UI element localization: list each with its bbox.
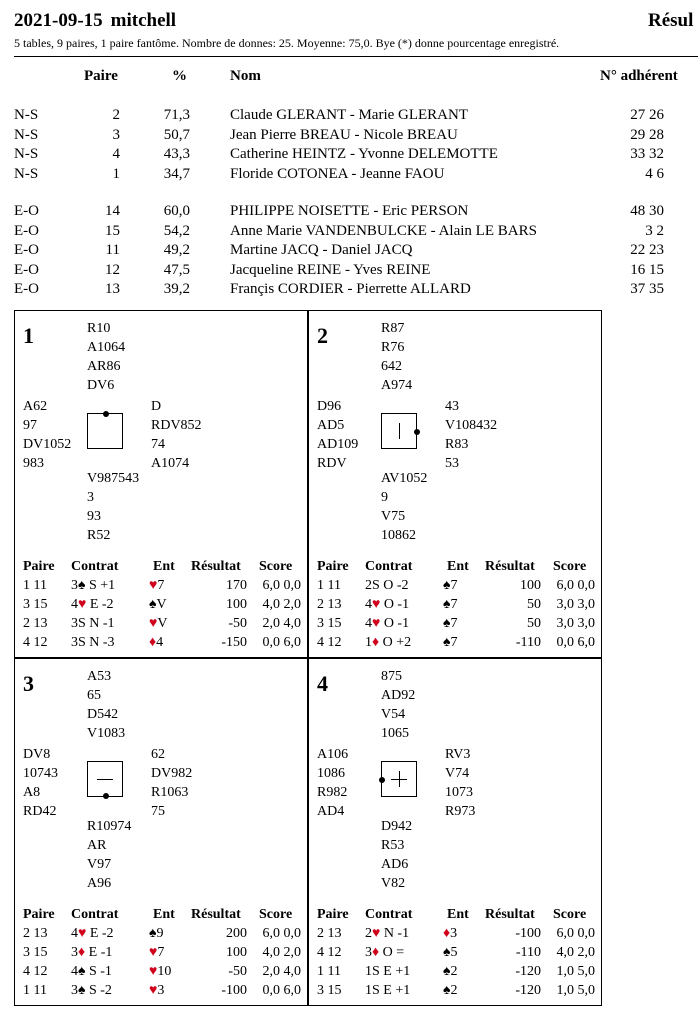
col-score: Score [553, 559, 587, 574]
pair-number: 14 [105, 203, 120, 219]
member-numbers: 33 32 [630, 146, 664, 162]
result-row [15, 595, 309, 614]
member-numbers: 22 23 [630, 242, 664, 258]
percentage: 47,5 [163, 261, 190, 278]
suit-holding: 1065 [381, 726, 409, 741]
dealer-vulnerability-icon [87, 761, 123, 797]
suit-holding: RDV [317, 456, 347, 471]
member-numbers: 4 6 [645, 165, 664, 182]
east-hand [445, 745, 475, 821]
player-names: PHILIPPE NOISETTE - Eric PERSON [230, 203, 469, 219]
player-names: Jacqueline REINE - Yves REINE [230, 261, 431, 278]
results-header [15, 557, 309, 576]
result-pairs: 4 12 [317, 635, 342, 650]
result-contract: 3♠ S -2 [71, 983, 112, 998]
direction: E-O [14, 203, 39, 219]
suit-holding: R83 [445, 437, 469, 452]
ranking-row [0, 241, 684, 260]
board-results [309, 905, 603, 1000]
result-value: -110 [515, 945, 541, 960]
result-score: 6,0 0,0 [262, 926, 301, 941]
suit-holding: R52 [87, 528, 111, 543]
direction: N-S [14, 146, 39, 162]
member-numbers: 3 2 [645, 222, 664, 239]
percentage: 49,2 [163, 242, 190, 258]
suit-holding: D942 [381, 819, 413, 834]
result-score: 3,0 3,0 [556, 597, 595, 612]
result-lead: ♠V [149, 597, 167, 612]
suit-holding: A106 [317, 747, 349, 762]
suit-holding: 97 [23, 418, 37, 433]
board-results [15, 905, 309, 1000]
east-hand [445, 397, 497, 473]
suit-holding: DV8 [23, 747, 51, 762]
suit-holding: AD4 [317, 804, 345, 819]
result-lead: ♦4 [149, 635, 164, 650]
suit-holding: AV1052 [381, 471, 428, 486]
result-score: 0,0 6,0 [262, 983, 301, 998]
result-lead: ♥10 [149, 964, 172, 979]
dealer-dot [379, 777, 385, 783]
suit-holding: 53 [445, 456, 459, 471]
player-names: Catherine HEINTZ - Yvonne DELEMOTTE [230, 146, 498, 162]
suit-holding: A53 [87, 669, 112, 684]
col-pair: Paire [23, 559, 55, 574]
suit-holding: 93 [87, 509, 101, 524]
col-lead: Ent [153, 559, 175, 574]
north-hand [87, 319, 125, 395]
suit-holding: AD6 [381, 857, 409, 872]
suit-holding: R10974 [87, 819, 132, 834]
results-header [15, 905, 309, 924]
direction: E-O [14, 281, 39, 297]
result-contract: 1S E +1 [365, 983, 411, 998]
south-hand [87, 817, 131, 893]
result-row [309, 595, 603, 614]
member-numbers: 48 30 [630, 203, 664, 219]
west-hand [317, 745, 348, 821]
result-value: -120 [515, 964, 541, 979]
east-hand [151, 745, 192, 821]
pair-number: 12 [105, 261, 120, 278]
result-value: -50 [228, 616, 247, 631]
result-value: -110 [515, 635, 541, 650]
direction: E-O [14, 222, 39, 239]
suit-holding: DV982 [151, 766, 193, 781]
result-pairs: 4 12 [317, 945, 342, 960]
percentage: 39,2 [163, 281, 190, 297]
result-contract: 4♥ E -2 [71, 926, 114, 941]
result-pairs: 3 15 [23, 597, 48, 612]
result-score: 4,0 2,0 [262, 597, 301, 612]
east-hand [151, 397, 202, 473]
suit-holding: AD109 [317, 437, 359, 452]
result-value: -100 [515, 926, 541, 941]
board-number: 2 [317, 323, 328, 348]
suit-holding: V75 [381, 509, 406, 524]
suit-holding: V97 [87, 857, 112, 872]
board-number: 3 [23, 671, 34, 696]
suit-holding: V54 [381, 707, 406, 722]
result-contract: 2♥ N -1 [365, 926, 410, 941]
result-contract: 4♥ O -1 [365, 597, 410, 612]
result-contract: 4♥ E -2 [71, 597, 114, 612]
board-results [309, 557, 603, 652]
suit-holding: 75 [151, 804, 165, 819]
suit-holding: AD92 [381, 688, 416, 703]
result-lead: ♥3 [149, 983, 165, 998]
suit-holding: 10862 [381, 528, 416, 543]
col-contract: Contrat [71, 559, 119, 574]
result-score: 3,0 3,0 [556, 616, 595, 631]
suit-holding: R87 [381, 321, 405, 336]
ranking-row [0, 202, 684, 221]
result-value: 100 [226, 597, 247, 612]
suit-holding: 10743 [23, 766, 58, 781]
result-pairs: 2 13 [23, 926, 48, 941]
dealer-dot [414, 429, 420, 435]
west-hand [317, 397, 358, 473]
col-pair: Paire [23, 907, 55, 922]
vulnerability-ew-mark [391, 779, 407, 780]
result-pairs: 2 13 [317, 926, 342, 941]
percentage: 34,7 [163, 165, 190, 182]
result-pairs: 4 12 [23, 635, 48, 650]
direction: N-S [14, 165, 39, 182]
result-score: 4,0 2,0 [556, 945, 595, 960]
col-result: Résultat [191, 907, 241, 922]
suit-holding: A1064 [87, 340, 126, 355]
suit-holding: V74 [445, 766, 470, 781]
result-score: 6,0 0,0 [262, 578, 301, 593]
result-value: -120 [515, 983, 541, 998]
suit-holding: AR86 [87, 359, 121, 374]
pair-number: 15 [105, 222, 120, 239]
result-contract: 1♦ O +2 [365, 635, 412, 650]
result-score: 4,0 2,0 [262, 945, 301, 960]
result-row [15, 962, 309, 981]
player-names: Floride COTONEA - Jeanne FAOU [230, 165, 445, 182]
result-pairs: 1 11 [317, 578, 341, 593]
suit-holding: AR [87, 838, 107, 853]
suit-holding: R973 [445, 804, 476, 819]
event-summary: 5 tables, 9 paires, 1 paire fantôme. Nombre de donnes: 25. Moyenne: 75,0. Bye (*) donne pourcentage enregistré. [14, 36, 560, 50]
board-number: 1 [23, 323, 34, 348]
suit-holding: D [151, 399, 162, 414]
result-contract: 3♦ E -1 [71, 945, 113, 960]
board-2 [308, 310, 602, 658]
col-header-member: N° adhérent [600, 68, 678, 84]
member-numbers: 27 26 [630, 107, 664, 123]
result-contract: 4♠ S -1 [71, 964, 112, 979]
result-lead: ♥7 [149, 945, 165, 960]
result-row [15, 633, 309, 652]
col-lead: Ent [153, 907, 175, 922]
result-value: -150 [221, 635, 247, 650]
suit-holding: 875 [381, 669, 402, 684]
result-lead: ♠5 [443, 945, 458, 960]
event-type: mitchell [110, 10, 177, 31]
result-score: 0,0 6,0 [556, 635, 595, 650]
suit-holding: 3 [87, 490, 94, 505]
dealer-vulnerability-icon [381, 761, 417, 797]
result-row [15, 943, 309, 962]
dealer-vulnerability-icon [381, 413, 417, 449]
result-pairs: 2 13 [317, 597, 342, 612]
col-pair: Paire [317, 907, 349, 922]
percentage: 54,2 [163, 222, 190, 239]
result-lead: ♥7 [149, 578, 165, 593]
board-number: 4 [317, 671, 328, 696]
result-pairs: 1 11 [317, 964, 341, 979]
result-score: 1,0 5,0 [556, 964, 595, 979]
result-value: 100 [226, 945, 247, 960]
player-names: Jean Pierre BREAU - Nicole BREAU [230, 126, 458, 143]
result-row [15, 614, 309, 633]
col-header-pair: Paire [84, 68, 118, 84]
col-score: Score [259, 907, 293, 922]
result-contract: 3S N -1 [71, 616, 115, 631]
result-row [309, 943, 603, 962]
result-row [309, 962, 603, 981]
suit-holding: A62 [23, 399, 48, 414]
suit-holding: D96 [317, 399, 342, 414]
suit-holding: DV1052 [23, 437, 72, 452]
suit-holding: R982 [317, 785, 348, 800]
board-results [15, 557, 309, 652]
board-3 [14, 658, 308, 1006]
percentage: 60,0 [163, 203, 190, 219]
direction: N-S [14, 107, 39, 123]
col-contract: Contrat [365, 559, 413, 574]
result-row [15, 981, 309, 1000]
suit-holding: R53 [381, 838, 405, 853]
suit-holding: A96 [87, 876, 112, 891]
col-lead: Ent [447, 559, 469, 574]
suit-holding: A1074 [151, 456, 190, 471]
player-names: Françis CORDIER - Pierrette ALLARD [230, 281, 471, 297]
vulnerability-ns-mark [399, 423, 400, 439]
ranking-row [0, 126, 684, 145]
pair-number: 13 [105, 281, 120, 297]
result-lead: ♠7 [443, 616, 458, 631]
result-lead: ♥V [149, 616, 168, 631]
ranking-row [0, 145, 684, 164]
south-hand [381, 817, 412, 893]
player-names: Anne Marie VANDENBULCKE - Alain LE BARS [230, 222, 537, 239]
ranking-row [0, 106, 684, 125]
ranking-row [0, 222, 684, 241]
result-row [309, 924, 603, 943]
suit-holding: 62 [151, 747, 165, 762]
suit-holding: D542 [87, 707, 119, 722]
col-header-pct: % [172, 68, 187, 84]
result-score: 1,0 5,0 [556, 983, 595, 998]
result-lead: ♠9 [149, 926, 164, 941]
suit-holding: A8 [23, 785, 41, 800]
direction: E-O [14, 242, 39, 258]
result-row [309, 981, 603, 1000]
player-names: Martine JACQ - Daniel JACQ [230, 242, 413, 258]
suit-holding: 983 [23, 456, 44, 471]
suit-holding: A974 [381, 378, 413, 393]
result-lead: ♦3 [443, 926, 458, 941]
result-contract: 4♥ O -1 [365, 616, 410, 631]
suit-holding: V82 [381, 876, 406, 891]
dealer-dot [103, 411, 109, 417]
result-score: 2,0 4,0 [262, 964, 301, 979]
col-result: Résultat [191, 559, 241, 574]
result-value: 50 [527, 597, 541, 612]
result-score: 6,0 0,0 [556, 926, 595, 941]
result-row [309, 633, 603, 652]
results-header [309, 905, 603, 924]
result-score: 6,0 0,0 [556, 578, 595, 593]
board-4 [308, 658, 602, 1006]
result-pairs: 2 13 [23, 616, 48, 631]
suit-holding: R1063 [151, 785, 189, 800]
suit-holding: RDV852 [151, 418, 202, 433]
result-contract: 3♠ S +1 [71, 578, 116, 593]
north-hand [381, 667, 415, 743]
result-value: 100 [520, 578, 541, 593]
suit-holding: 74 [151, 437, 165, 452]
result-contract: 2S O -2 [365, 578, 409, 593]
result-value: 200 [226, 926, 247, 941]
suit-holding: RV3 [445, 747, 471, 762]
dealer-dot [103, 793, 109, 799]
col-contract: Contrat [365, 907, 413, 922]
event-date: 2021-09-15 [14, 10, 103, 31]
west-hand [23, 397, 71, 473]
north-hand [87, 667, 125, 743]
page-title [14, 10, 176, 32]
col-pair: Paire [317, 559, 349, 574]
result-lead: ♠7 [443, 635, 458, 650]
result-lead: ♠2 [443, 983, 458, 998]
suit-holding: 1073 [445, 785, 473, 800]
result-row [15, 924, 309, 943]
direction: E-O [14, 261, 39, 278]
suit-holding: AD5 [317, 418, 345, 433]
member-numbers: 29 28 [630, 126, 664, 143]
suit-holding: R76 [381, 340, 405, 355]
south-hand [381, 469, 427, 545]
dealer-vulnerability-icon [87, 413, 123, 449]
result-score: 2,0 4,0 [262, 616, 301, 631]
suit-holding: V987543 [87, 471, 140, 486]
suit-holding: R10 [87, 321, 111, 336]
result-row [309, 576, 603, 595]
result-pairs: 3 15 [317, 616, 342, 631]
col-score: Score [553, 907, 587, 922]
result-pairs: 1 11 [23, 983, 47, 998]
header-divider [14, 56, 698, 57]
vulnerability-ew-mark [97, 779, 113, 780]
col-header-name: Nom [230, 68, 261, 84]
result-lead: ♠2 [443, 964, 458, 979]
direction: N-S [14, 126, 39, 143]
ranking-row [0, 280, 684, 299]
suit-holding: 65 [87, 688, 101, 703]
suit-holding: DV6 [87, 378, 115, 393]
result-value: -100 [221, 983, 247, 998]
result-value: 170 [226, 578, 247, 593]
pair-number: 4 [112, 146, 120, 162]
results-header [309, 557, 603, 576]
result-lead: ♠7 [443, 578, 458, 593]
result-value: 50 [527, 616, 541, 631]
result-row [15, 576, 309, 595]
col-contract: Contrat [71, 907, 119, 922]
col-result: Résultat [485, 559, 535, 574]
result-pairs: 4 12 [23, 964, 48, 979]
player-names: Claude GLERANT - Marie GLERANT [230, 107, 469, 123]
north-hand [381, 319, 412, 395]
result-contract: 3♦ O = [365, 945, 405, 960]
percentage: 43,3 [163, 146, 190, 162]
suit-holding: 642 [381, 359, 402, 374]
col-lead: Ent [447, 907, 469, 922]
result-pairs: 3 15 [23, 945, 48, 960]
suit-holding: V108432 [445, 418, 498, 433]
results-title: Résul [648, 10, 694, 31]
result-lead: ♠7 [443, 597, 458, 612]
ranking-row [0, 165, 684, 184]
member-numbers: 16 15 [630, 261, 664, 278]
ranking-row [0, 261, 684, 280]
suit-holding: 43 [445, 399, 459, 414]
result-score: 0,0 6,0 [262, 635, 301, 650]
result-contract: 1S E +1 [365, 964, 411, 979]
board-1 [14, 310, 308, 658]
pair-number: 1 [112, 165, 120, 182]
suit-holding: 1086 [317, 766, 345, 781]
result-value: -50 [228, 964, 247, 979]
suit-holding: 9 [381, 490, 388, 505]
percentage: 50,7 [163, 126, 190, 143]
pair-number: 3 [112, 126, 120, 143]
south-hand [87, 469, 139, 545]
suit-holding: RD42 [23, 804, 57, 819]
col-score: Score [259, 559, 293, 574]
result-contract: 3S N -3 [71, 635, 115, 650]
result-pairs: 3 15 [317, 983, 342, 998]
member-numbers: 37 35 [630, 281, 664, 297]
pair-number: 2 [112, 107, 120, 123]
suit-holding: V1083 [87, 726, 126, 741]
pair-number: 11 [105, 242, 120, 258]
col-result: Résultat [485, 907, 535, 922]
result-row [309, 614, 603, 633]
west-hand [23, 745, 58, 821]
result-pairs: 1 11 [23, 578, 47, 593]
percentage: 71,3 [163, 107, 190, 123]
